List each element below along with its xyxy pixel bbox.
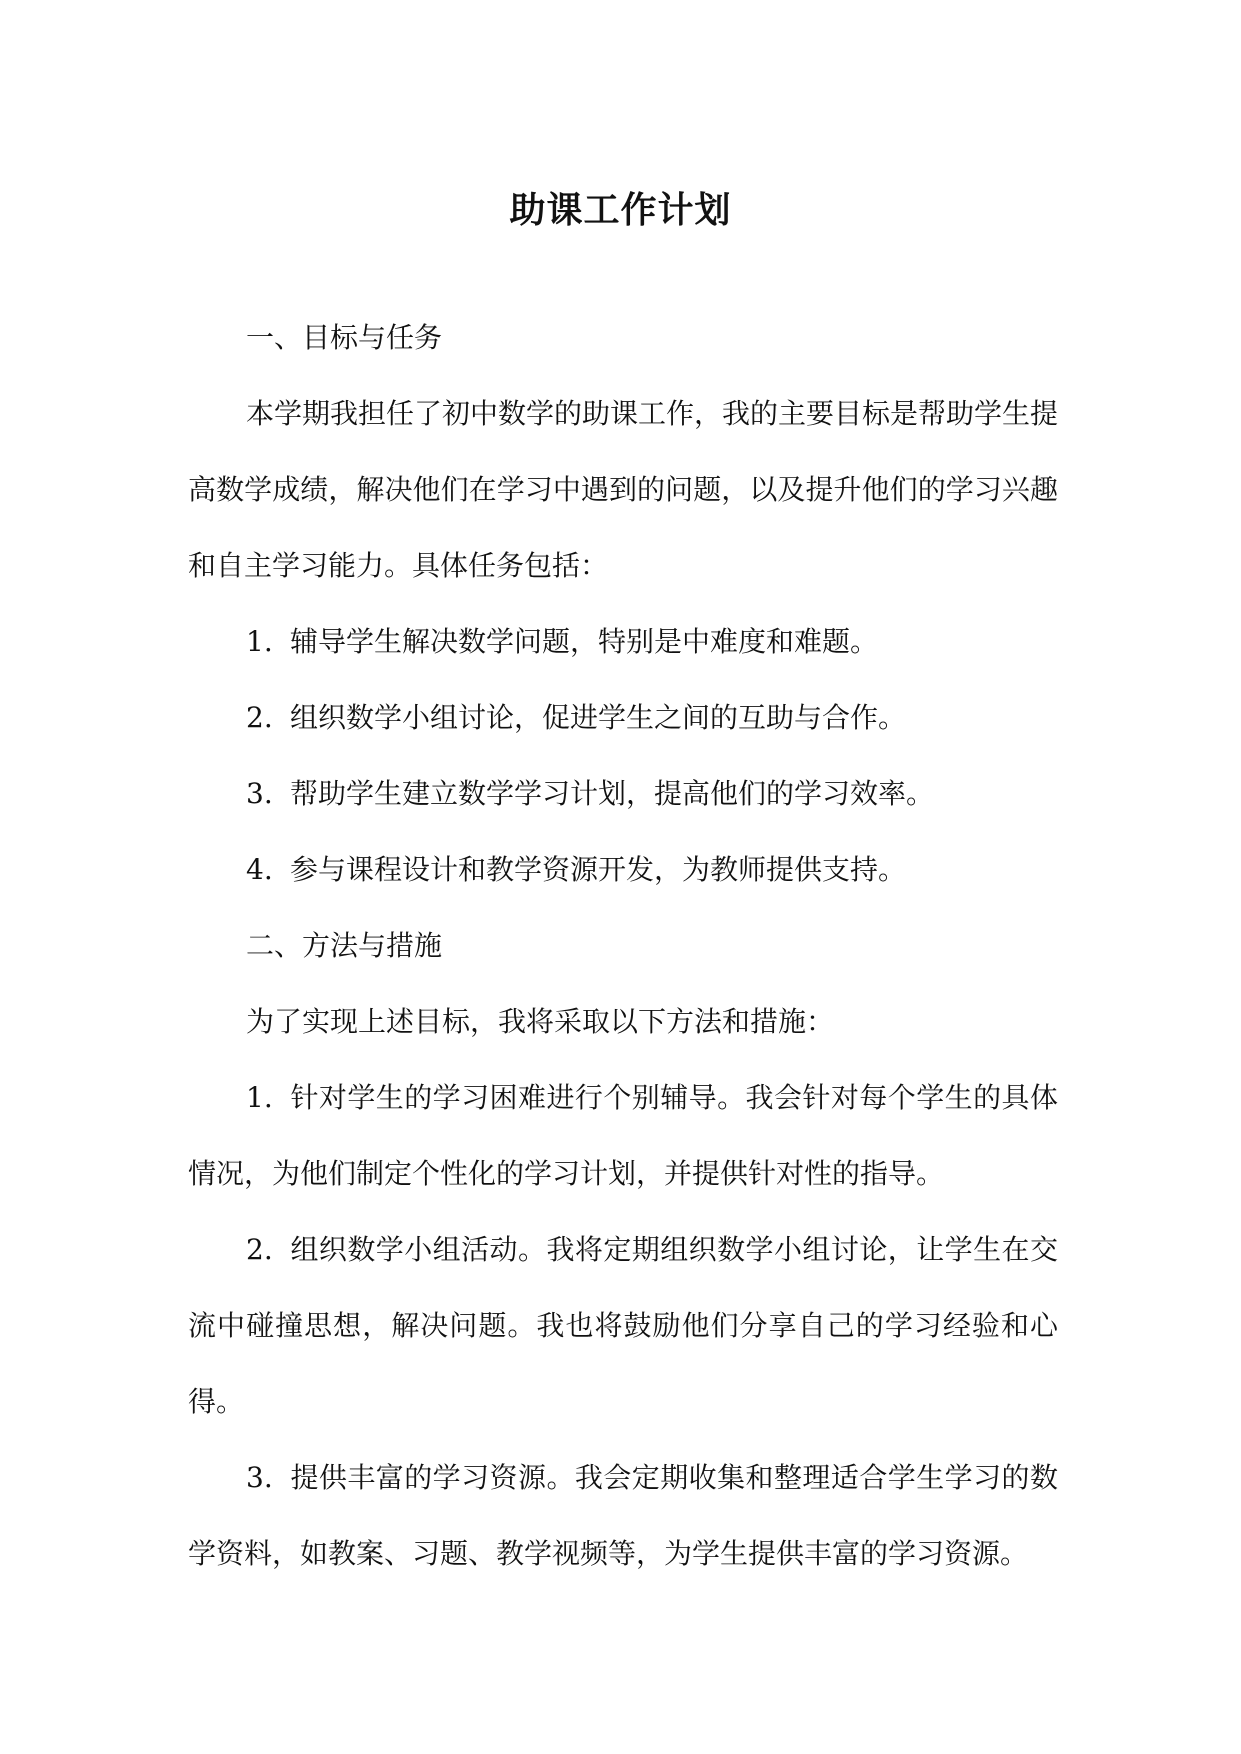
section-heading-methods: 二、方法与措施 xyxy=(246,929,443,962)
list-item xyxy=(188,832,1058,908)
document-title: 助课工作计划 xyxy=(509,189,732,231)
list-item xyxy=(188,1440,1058,1592)
list-number: 4. xyxy=(246,853,273,886)
list-text: 针对学生的学习困难进行个别辅导。我会针对每个学生的具体情况，为他们制定个性化的学习计划，并提供针对性的指导。 xyxy=(188,1081,1058,1190)
list-text: 辅导学生解决数学问题，特别是中难度和难题。 xyxy=(290,625,879,658)
list-text: 帮助学生建立数学学习计划，提高他们的学习效率。 xyxy=(290,777,935,810)
list-item xyxy=(188,1060,1058,1212)
list-number: 1. xyxy=(246,625,273,658)
list-text: 组织数学小组讨论，促进学生之间的互助与合作。 xyxy=(290,701,907,734)
list-number: 2. xyxy=(246,701,273,734)
list-number: 1. xyxy=(246,1081,273,1114)
list-number: 3. xyxy=(246,777,273,810)
paragraph-methods-intro: 为了实现上述目标，我将采取以下方法和措施： xyxy=(246,1005,835,1038)
list-text: 组织数学小组活动。我将定期组织数学小组讨论，让学生在交流中碰撞思想，解决问题。我也将鼓励他们分享自己的学习经验和心得。 xyxy=(188,1233,1058,1418)
list-text: 参与课程设计和教学资源开发，为教师提供支持。 xyxy=(290,853,907,886)
list-number: 2. xyxy=(246,1233,273,1266)
paragraph-intro: 本学期我担任了初中数学的助课工作，我的主要目标是帮助学生提高数学成绩，解决他们在学习中遇到的问题，以及提升他们的学习兴趣和自主学习能力。具体任务包括： xyxy=(188,397,1059,582)
list-text: 提供丰富的学习资源。我会定期收集和整理适合学生学习的数学资料，如教案、习题、教学视频等，为学生提供丰富的学习资源。 xyxy=(188,1461,1058,1570)
list-item xyxy=(188,680,1058,756)
list-item xyxy=(188,1212,1058,1440)
document-body xyxy=(188,300,1058,1592)
section-heading-goals: 一、目标与任务 xyxy=(246,321,443,354)
list-item xyxy=(188,604,1058,680)
list-item xyxy=(188,756,1058,832)
list-number: 3. xyxy=(246,1461,273,1494)
